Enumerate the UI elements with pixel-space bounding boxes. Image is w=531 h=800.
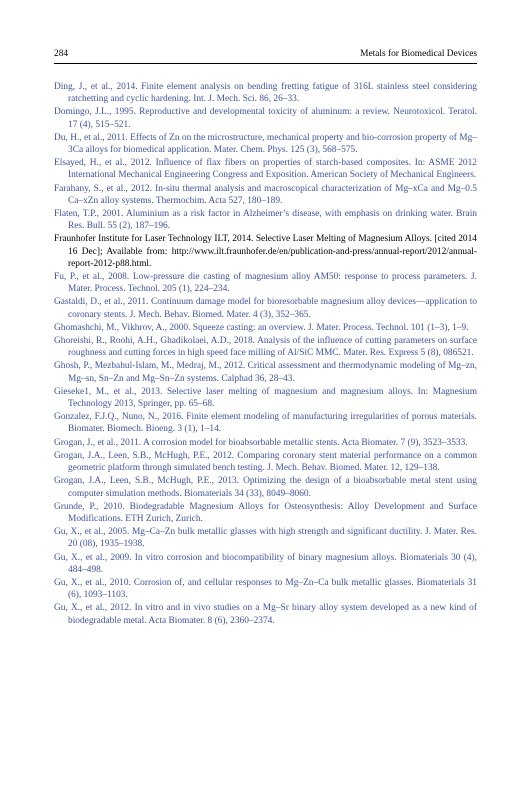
- reference-entry[interactable]: Grogan, J.A., Leen, S.B., McHugh, P.E., 2013. Optimizing the design of a bioabsorbable metal stent using computer simulation methods. Biomaterials 34 (33), 8049–8060.: [54, 476, 477, 499]
- reference-entry[interactable]: Grunde, P., 2010. Biodegradable Magnesium Alloys for Osteosynthesis: Alloy Development and Surface Modifications. ETH Zurich, Zurich.: [54, 501, 477, 524]
- reference-entry[interactable]: Gastaldi, D., et al., 2011. Continuum damage model for bioresorbable magnesium alloy devices—application to coronary stents. J. Mech. Behav. Biomed. Mater. 4 (3), 352–365.: [54, 297, 477, 320]
- reference-entry[interactable]: Gu, X., et al., 2005. Mg–Ca–Zn bulk metallic glasses with high strength and significant ductility. J. Mater. Res. 20 (08), 1935–1938.: [54, 527, 477, 550]
- reference-entry[interactable]: Du, H., et al., 2011. Effects of Zn on the microstructure, mechanical property and bio-corrosion property of Mg–3Ca alloys for biomedical application. Mater. Chem. Phys. 125 (3), 568–575.: [54, 132, 477, 156]
- reference-entry[interactable]: Gu, X., et al., 2009. In vitro corrosion and biocompatibility of binary magnesium alloys. Biomaterials 30 (4), 484–498.: [54, 552, 477, 575]
- reference-entry[interactable]: Domingo, J.L., 1995. Reproductive and developmental toxicity of aluminum: a review. Neurotoxicol. Teratol. 17 (4), 515–521.: [54, 107, 477, 130]
- reference-entry[interactable]: Ghoreishi, R., Roohi, A.H., Ghadikolaei, A.D., 2018. Analysis of the influence of cutting parameters on surface roughness and cutting forces in high speed face milling of Al/SiC MMC. Mater. Res. Express 5 (8), 086521.: [54, 336, 477, 359]
- page-header: [54, 49, 477, 59]
- reference-entry[interactable]: Grogan, J.A., Leen, S.B., McHugh, P.E., 2012. Comparing coronary stent material performance on a common geometric platform through simulated bench testing. J. Mech. Behav. Biomed. Mater. 12, 129–138.: [54, 450, 477, 474]
- page-number: 284: [54, 49, 69, 59]
- reference-entry[interactable]: Farahany, S., et al., 2012. In-situ thermal analysis and macroscopical characterization of Mg–xCa and Mg–0.5 Ca–xZn alloy systems. Thermochim. Acta 527, 180–189.: [54, 183, 477, 206]
- reference-entry[interactable]: Ghosh, P., Mezbahul-Islam, M., Medraj, M., 2012. Critical assessment and thermodynamic modeling of Mg–zn, Mg–sn, Sn–Zn and Mg–Sn–Zn systems. Calphad 36, 28–43.: [54, 361, 477, 384]
- reference-entry[interactable]: Elsayed, H., et al., 2012. Influence of flax fibers on properties of starch-based composites. In: ASME 2012 International Mechanical Engineering Congress and Exposition. American Society of Mechanical Engineers.: [54, 158, 477, 181]
- reference-entry[interactable]: Gieseke1, M., et al., 2013. Selective laser melting of magnesium and magnesium alloys. In: Magnesium Technology 2013, Springer, pp. 65–68.: [54, 386, 477, 410]
- running-title: Metals for Biomedical Devices: [360, 49, 477, 59]
- reference-entry[interactable]: Fu, P., et al., 2008. Low-pressure die casting of magnesium alloy AM50: response to process parameters. J. Mater. Process. Technol. 205 (1), 224–234.: [54, 272, 477, 295]
- reference-entry[interactable]: Gonzalez, F.J.Q., Nuno, N., 2016. Finite element modeling of manufacturing irregularities of porous materials. Biomater. Biomech. Bioeng. 3 (1), 1–14.: [54, 412, 477, 435]
- reference-list: [54, 81, 477, 628]
- header-rule: [54, 63, 477, 64]
- reference-entry[interactable]: Flaten, T.P., 2001. Aluminium as a risk factor in Alzheimer’s disease, with emphasis on drinking water. Brain Res. Bull. 55 (2), 187–196.: [54, 209, 477, 232]
- reference-entry[interactable]: Fraunhofer Institute for Laser Technology ILT, 2014. Selective Laser Melting of Magnesium Alloys. [cited 2014 16 Dec]; Available from: http://www.ilt.fraunhofer.de/en/publication-and-press/annual-report/2012/annual-report-2012-p88.html.: [54, 234, 477, 269]
- reference-entry[interactable]: Gu, X., et al., 2010. Corrosion of, and cellular responses to Mg–Zn–Ca bulk metallic glasses. Biomaterials 31 (6), 1093–1103.: [54, 577, 477, 601]
- reference-entry[interactable]: Grogan, J., et al., 2011. A corrosion model for bioabsorbable metallic stents. Acta Biomater. 7 (9), 3523–3533.: [54, 437, 468, 448]
- reference-entry[interactable]: Ding, J., et al., 2014. Finite element analysis on bending fretting fatigue of 316L stainless steel considering ratchetting and cyclic hardening. Int. J. Mech. Sci. 86, 26–33.: [54, 82, 477, 105]
- reference-entry[interactable]: Ghomashchi, M., Vikhrov, A., 2000. Squeeze casting: an overview. J. Mater. Process. Technol. 101 (1–3), 1–9.: [54, 322, 469, 333]
- reference-entry[interactable]: Gu, X., et al., 2012. In vitro and in vivo studies on a Mg–Sr binary alloy system developed as a new kind of biodegradable metal. Acta Biomater. 8 (6), 2360–2374.: [54, 603, 477, 626]
